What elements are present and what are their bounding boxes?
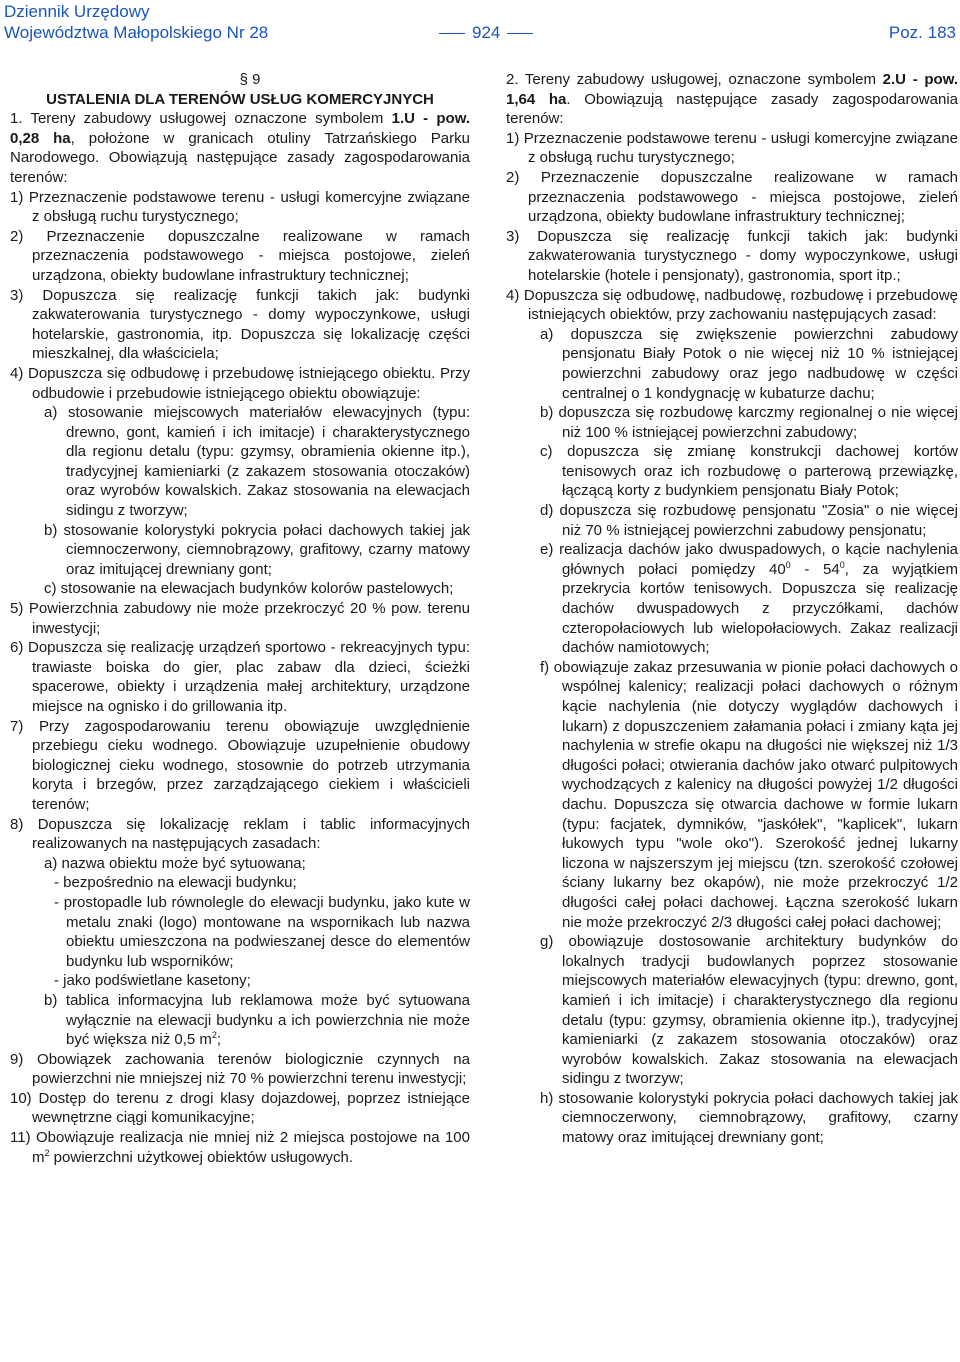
list-item: 9) Obowiązek zachowania terenów biologicznie czynnych na powierzchni nie mniejszej niż 70 % powierzchni terenu inwestycji; xyxy=(10,1050,470,1088)
sub-item: f) obowiązuje zakaz przesuwania w pionie połaci dachowych o wspólnej kalenicy; realizacji połaci dachowych o różnym kącie nachylenia (nie dotyczy wyglądów dachowych i lukarn) z dopuszczeniem załamania połaci i zmiany kąta jej nachylenia w strefie okapu na długości nie większej niż 1/3 długości połaci; otwierania dachów jako otwarć pulpitowych wychodzących z kalenicy na długości powyżej 1/2 długości dachu. Dopuszcza się otwarcia dachowe w formie lukarn (typu: facjatek, dymników, "jaskółek", "kaplicek", lukarn łukowych typu "wole oko"). Szerokość jednej lukarny liczona w najszerszym jej miejscu (tzn. szerokość czołowej ściany lukarny bez okapów), nie może przekroczyć 1/2 długości całej połaci dachowej. Łączna szerokość lukarn nie może przekroczyć 2/3 długości całej połaci dachowej; xyxy=(540,658,958,931)
sub-item: a) nazwa obiektu może być sytuowana; xyxy=(44,854,306,872)
sub-item: a) stosowanie miejscowych materiałów elewacyjnych (typu: drewno, gont, kamień i ich imitacje) i charakterystycznego dla regionu detalu (typu: gzymsy, obramienia okienne itp.), tradycyjnej kamieniarki (z zakazem stosowania otoczaków) oraz wyrobów kowalskich. Zakaz stosowania na elewacjach sidingu z tworzyw; xyxy=(44,404,470,520)
section-title: USTALENIA DLA TERENÓW USŁUG KOMERCYJNYCH xyxy=(46,90,434,108)
sub-item: h) stosowanie kolorystyki pokrycia połaci dachowych takiej jak ciemnoczerwony, ciemnobrązowy, grafitowy, czarny matowy oraz imitującej drewniany gont; xyxy=(540,1089,958,1147)
page-number xyxy=(432,22,540,43)
dash-item: - bezpośrednio na elewacji budynku; xyxy=(54,874,297,892)
p1-rest: , położone w granicach otuliny Tatrzańskiego Parku Narodowego. Obowiązują następujące zasady zagospodarowania terenów: xyxy=(10,129,470,186)
left-column xyxy=(10,70,470,1167)
list-item: 10) Dostęp do terenu z drogi klasy dojazdowej, poprzez istniejące wewnętrzne ciągi komunikacyjne; xyxy=(10,1089,470,1127)
list-item-end: powierzchni użytkowej obiektów usługowych. xyxy=(49,1148,353,1166)
dash-right xyxy=(507,33,533,34)
list-item: 4) Dopuszcza się odbudowę, nadbudowę, rozbudowę i przebudowę istniejących obiektów, przy zachowaniu następujących zasad: xyxy=(506,286,958,324)
list-item: 3) Dopuszcza się realizację funkcji takich jak: budynki zakwaterowania turystycznego - domy wypoczynkowe, usługi hotelarskie, gastronomia, itp. Dopuszcza się lokalizację części mieszkalnej, dla właściciela; xyxy=(10,286,470,363)
sub-item-text: - 54 xyxy=(790,560,840,578)
p1-symbol: 1.U - xyxy=(391,110,429,128)
list-item-text: 11) Obowiązuje realizacja nie mniej niż 2 miejsca postojowe na 100 m xyxy=(10,1129,470,1166)
list-item: 3) Dopuszcza się realizację funkcji takich jak: budynki zakwaterowania turystycznego - domy wypoczynkowe, usługi hotelarskie (hotele i pensjonaty), gastronomia, sport itp.; xyxy=(506,227,958,284)
section-number: § 9 xyxy=(239,71,261,88)
page-number-value: 924 xyxy=(472,23,501,42)
superscript: 0 xyxy=(839,559,845,570)
list-item: 1) Przeznaczenie podstawowe terenu - usługi komercyjne związane z obsługą ruchu turystycznego; xyxy=(506,129,958,167)
list-item: 4) Dopuszcza się odbudowę i przebudowę istniejącego obiektu. Przy odbudowie i przebudowie istniejącego obiektu obowiązuje: xyxy=(10,364,470,402)
sub-item: b) stosowanie kolorystyki pokrycia połaci dachowych takiej jak ciemnoczerwony, ciemnobrązowy, grafitowy, czarny matowy oraz imitującej drewniany gont; xyxy=(44,521,470,578)
p2-rest: . Obowiązują następujące zasady zagospodarowania terenów: xyxy=(506,90,959,128)
sub-item: g) obowiązuje dostosowanie architektury budynków do lokalnych tradycji budowlanych poprzez stosowanie miejscowych materiałów elewacyjnych (typu: drewno, gont, kamień i ich imitacje) i charakterystycznego dla regionu detalu (typu: gzymsy, obramienia okienne itp.), tradycyjnej kamieniarki (z zakazem stosowania otoczaków) oraz wyrobów kowalskich. Zakaz stosowania na elewacjach sidingu z tworzyw; xyxy=(540,933,958,1088)
list-item: 6) Dopuszcza się realizację urządzeń sportowo - rekreacyjnych typu: trawiaste boiska do gier, plac zabaw dla dzieci, ścieżki spacerowe, obiekty i urządzenia małej architektury, urządzone miejsce na ognisko i do grillowania itp. xyxy=(10,639,470,715)
paragraph-1 xyxy=(10,109,470,187)
sub-item: c) stosowanie na elewacjach budynków kolorów pastelowych; xyxy=(44,580,454,598)
sub-item: a) dopuszcza się zwiększenie powierzchni zabudowy pensjonatu Biały Potok o nie więcej niż 10 % istniejącej powierzchni zabudowy oraz jego nadbudowę w części centralnej o 1 kondygnację w kubaturze dachu; xyxy=(540,325,958,402)
dash-item: - jako podświetlane kasetony; xyxy=(54,972,251,990)
p2-symbol: 2.U - xyxy=(882,71,918,88)
sub-item-text: e) realizacja dachów jako dwuspadowych, o kącie nachylenia głównych połaci pomiędzy 40 xyxy=(540,541,958,578)
position-number: Poz. 183 xyxy=(888,23,956,42)
right-column xyxy=(506,70,958,1148)
p2-area: pow. 1,64 ha xyxy=(506,71,958,108)
page-header xyxy=(0,0,960,50)
p2-prefix: 2. Tereny zabudowy usługowej, oznaczone symbolem xyxy=(506,71,883,88)
superscript: 0 xyxy=(785,559,791,570)
list-item: 2) Przeznaczenie dopuszczalne realizowane w ramach przeznaczenia podstawowego - miejsca postojowe, zieleń urządzona, obiekty budowlane infrastruktury technicznej; xyxy=(10,227,470,284)
dash-item: - prostopadle lub równolegle do elewacji budynku, jako kute w metalu znaki (logo) montowane na wspornikach lub nazwa obiektu umieszczona na podwieszanej desce do elementów budynku lub wsporników; xyxy=(54,893,470,970)
sub-item-text: , za wyjątkiem przekrycia kortów tenisowych. Dopuszcza się realizację dachów dwuspadowych z przyczółkami, dachów czteropołaciowych lub wielopołaciowych. Zakaz realizacji dachów namiotowych; xyxy=(562,560,958,657)
list-item: 5) Powierzchnia zabudowy nie może przekroczyć 20 % pow. terenu inwestycji; xyxy=(10,600,470,637)
sub-item: d) dopuszcza się rozbudowę pensjonatu "Zosia" o nie więcej niż 70 % istniejącej powierzchni zabudowy pensjonatu; xyxy=(540,502,958,539)
journal-title: Dziennik Urzędowy xyxy=(4,2,150,21)
sub-item: c) dopuszcza się zmianę konstrukcji dachowej kortów tenisowych oraz ich rozbudowę o parterową przewiązkę, łączącą korty z budynkiem pensjonatu Biały Potok; xyxy=(540,443,958,500)
list-item: 7) Przy zagospodarowaniu terenu obowiązuje uwzględnienie przebiegu cieku wodnego. Obowiązuje uzupełnienie obudowy biologicznej cieku wodnego, stosownie do potrzeb utrzymania koryta i brzegów, przez zarządzającego ciekiem i właścicieli terenów; xyxy=(10,717,470,813)
p1-area: pow. 0,28 ha xyxy=(10,110,470,147)
list-item xyxy=(10,1128,470,1167)
sub-item-end: ; xyxy=(216,1031,222,1049)
journal-issue: Województwa Małopolskiego Nr 28 xyxy=(4,23,269,42)
dash-left xyxy=(439,33,465,34)
paragraph-2 xyxy=(506,70,958,129)
list-item: 2) Przeznaczenie dopuszczalne realizowane w ramach przeznaczenia podstawowego - miejsca postojowe, zieleń urządzona, obiekty budowlane infrastruktury technicznej; xyxy=(506,168,958,226)
p1-prefix: 1. Tereny zabudowy usługowej oznaczone symbolem xyxy=(10,110,392,128)
list-item: 1) Przeznaczenie podstawowe terenu - usługi komercyjne związane z obsługą ruchu turystycznego; xyxy=(10,188,470,226)
superscript: 2 xyxy=(44,1147,50,1158)
list-item: 8) Dopuszcza się lokalizację reklam i tablic informacyjnych realizowanych na następujących zasadach: xyxy=(10,815,470,853)
superscript: 2 xyxy=(211,1030,217,1041)
sub-item: b) dopuszcza się rozbudowę karczmy regionalnej o nie więcej niż 100 % istniejącej powierzchni zabudowy; xyxy=(540,404,958,441)
sub-item xyxy=(506,540,958,658)
sub-item xyxy=(10,991,470,1050)
sub-item-text: b) tablica informacyjna lub reklamowa może być sytuowana wyłącznie na elewacji budynku a ich powierzchnia nie może być większa niż 0,5 m xyxy=(44,991,470,1049)
